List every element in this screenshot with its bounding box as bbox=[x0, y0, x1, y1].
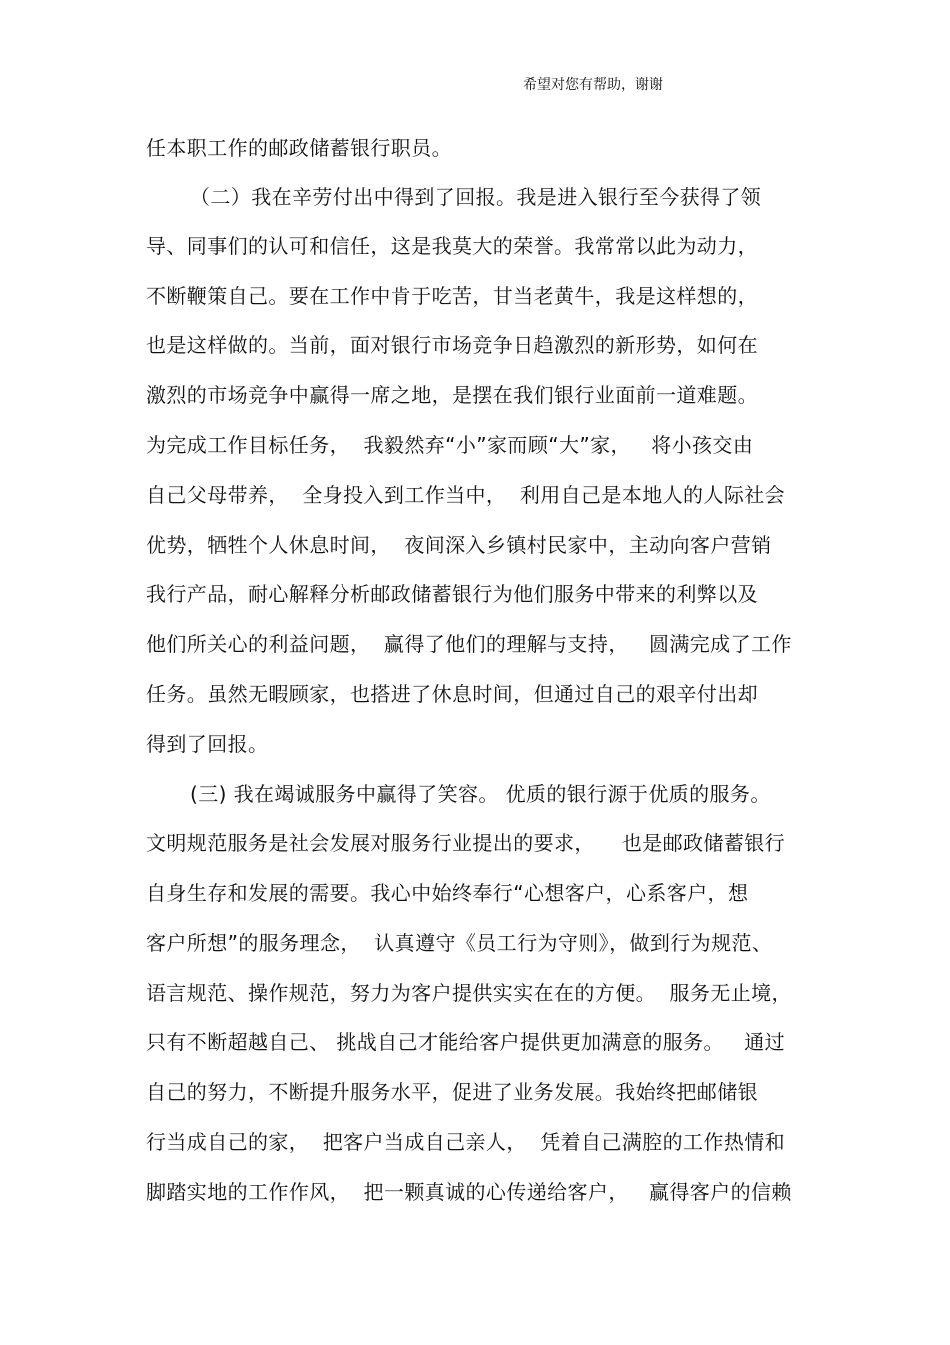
text-line: 不断鞭策自己。要在工作中肯于吃苦，甘当老黄牛，我是这样想的， bbox=[146, 284, 758, 308]
text-line: 客户所想”的服务理念， 认真遵守《员工行为守则》，做到行为规范、 bbox=[146, 931, 773, 955]
text-line: 只有不断超越自己、 挑战自己才能给客户提供更加满意的服务。 通过 bbox=[146, 1030, 786, 1054]
text-line: 自身生存和发展的需要。我心中始终奉行“心想客户，心系客户，想 bbox=[146, 881, 749, 905]
text-line: 自己的努力，不断提升服务水平，促进了业务发展。我始终把邮储银 bbox=[146, 1080, 758, 1104]
text-line: 为完成工作目标任务， 我毅然弃“小”家而顾“大”家， 将小孩交由 bbox=[146, 433, 754, 457]
page-header-note: 希望对您有帮助，谢谢 bbox=[523, 77, 663, 93]
text-line: 我行产品，耐心解释分析邮政储蓄银行为他们服务中带来的利弊以及 bbox=[146, 582, 758, 606]
paragraph-three-start: (三) 我在竭诚服务中赢得了笑容。 优质的银行源于优质的服务。 bbox=[190, 782, 771, 806]
text-line: 导、同事们的认可和信任，这是我莫大的荣誉。我常常以此为动力， bbox=[146, 234, 758, 258]
text-line: 也是这样做的。当前，面对银行市场竞争日趋激烈的新形势，如何在 bbox=[146, 333, 758, 357]
text-line: 自己父母带养， 全身投入到工作当中， 利用自己是本地人的人际社会 bbox=[146, 483, 786, 507]
text-line: 他们所关心的利益问题， 赢得了他们的理解与支持， 圆满完成了工作 bbox=[146, 632, 792, 656]
text-line: 脚踏实地的工作作风， 把一颗真诚的心传递给客户， 赢得客户的信赖 bbox=[146, 1180, 792, 1204]
text-line: 得到了回报。 bbox=[146, 732, 269, 756]
text-line: 语言规范、操作规范，努力为客户提供实实在在的方便。 服务无止境， bbox=[146, 981, 792, 1005]
text-line: 优势，牺牲个人休息时间， 夜间深入乡镇村民家中，主动向客户营销 bbox=[146, 533, 772, 557]
text-line: 激烈的市场竞争中赢得一席之地，是摆在我们银行业面前一道难题。 bbox=[146, 383, 758, 407]
text-line: 文明规范服务是社会发展对服务行业提出的要求， 也是邮政储蓄银行 bbox=[146, 831, 786, 855]
text-line: 任本职工作的邮政储蓄银行职员。 bbox=[146, 136, 452, 160]
text-line: 任务。虽然无暇顾家，也搭进了休息时间，但通过自己的艰辛付出却 bbox=[146, 682, 758, 706]
text-line: 行当成自己的家， 把客户当成自己亲人， 凭着自己满腔的工作热情和 bbox=[146, 1130, 786, 1154]
paragraph-two-start: （二）我在辛劳付出中得到了回报。我是进入银行至今获得了领 bbox=[190, 185, 762, 209]
